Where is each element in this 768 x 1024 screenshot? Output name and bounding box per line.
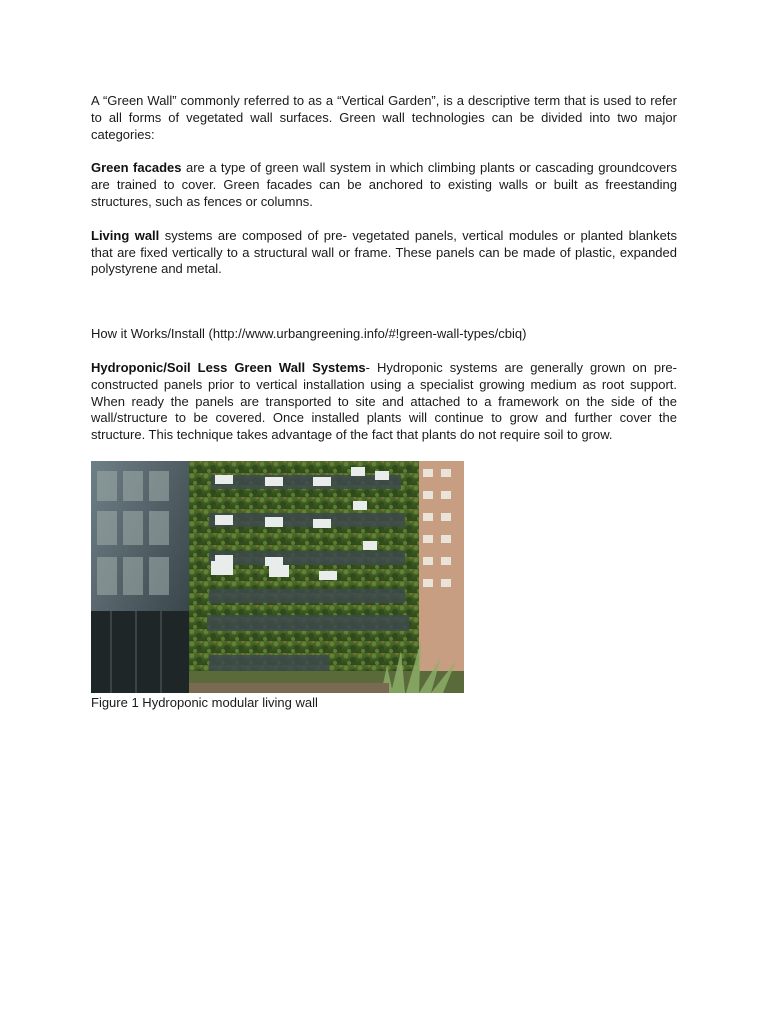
intro-paragraph: A “Green Wall” commonly referred to as a “Vertical Garden”, is a descriptive term that is used to refer to all forms of vegetated wall surfaces. Green wall technologies can be divided into two major categories:: [91, 93, 677, 142]
green-facades-term: Green facades: [91, 160, 182, 176]
hydroponic-paragraph: [91, 360, 677, 444]
living-wall-term: Living wall: [91, 227, 160, 243]
document-body: [91, 93, 677, 458]
living-wall-paragraph: [91, 228, 677, 278]
hydroponic-text: - Hydroponic systems are generally grown on pre-constructed panels prior to vertical installation using a specialist growing medium as root support. When ready the panels are transported to site and attached to a framework on the side of the wall/structure to be covered. Once installed plants will continue to grow and further cover the structure. This technique takes advantage of the fact that plants do not require soil to grow.: [91, 359, 677, 443]
living-wall-text: systems are composed of pre- vegetated panels, vertical modules or planted blankets that are fixed vertically to a structural wall or frame. These panels can be made of plastic, expanded polystyrene and metal.: [91, 227, 677, 277]
green-facades-paragraph: [91, 160, 677, 210]
hydroponic-term: Hydroponic/Soil Less Green Wall Systems: [91, 359, 366, 375]
how-it-works-line: How it Works/Install (http://www.urbangreening.info/#!green-wall-types/cbiq): [91, 326, 527, 342]
living-wall-photo: [91, 461, 464, 693]
green-facades-text: are a type of green wall system in which climbing plants or cascading groundcovers are trained to cover. Green facades can be anchored to existing walls or built as freestanding structures, such as fences or columns.: [91, 160, 678, 209]
figure-caption: Figure 1 Hydroponic modular living wall: [91, 695, 318, 710]
